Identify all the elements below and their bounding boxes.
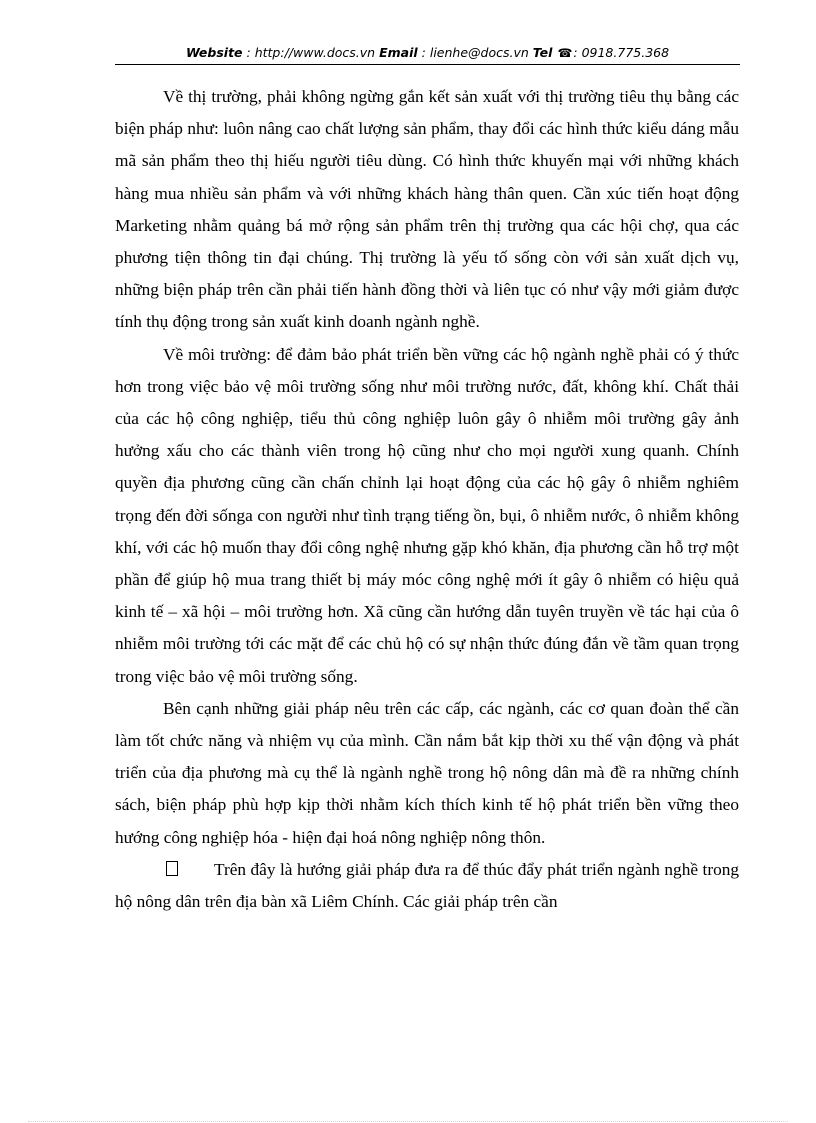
paragraph-summary <box>115 854 739 918</box>
page-bottom-divider <box>28 1121 788 1122</box>
bullet-box-icon <box>166 861 178 876</box>
website-label: Website <box>185 45 243 60</box>
email-label: Email <box>379 45 418 60</box>
paragraph-environment: Về môi trường: để đảm bảo phát triển bền vững các hộ ngành nghề phải có ý thức hơn trong việc bảo vệ môi trường sống như môi trường nước, đất, không khí. Chất thải của các hộ công nghiệp, tiểu thủ công nghiệp luôn gây ô nhiễm môi trường gây ảnh hưởng xấu cho các thành viên trong hộ cũng như cho mọi người xung quanh. Chính quyền địa phương cũng cần chấn chỉnh lại hoạt động của các hộ gây ô nhiễm nghiêm trọng đến đời sốnga con người như tình trạng tiếng ồn, bụi, ô nhiễm nước, ô nhiễm không khí, với các hộ muốn thay đổi công nghệ nhưng gặp khó khăn, địa phương cần hỗ trợ một phần để giúp hộ mua trang thiết bị máy móc công nghệ mới ít gây ô nhiễm có hiệu quả kinh tế – xã hội – môi trường hơn. Xã cũng cần hướng dẫn tuyên truyền về tác hại của ô nhiễm môi trường tới các mặt để các chủ hộ có sự nhận thức đúng đắn về tầm quan trọng trong việc bảo vệ môi trường sống. <box>115 344 739 686</box>
paragraph-market: Về thị trường, phải không ngừng gắn kết sản xuất với thị trường tiêu thụ bằng các biện pháp như: luôn nâng cao chất lượng sản phẩm, thay đổi các hình thức kiểu dáng mẫu mã sản phẩm theo thị hiếu người tiêu dùng. Có hình thức khuyến mại với những khách hàng mua nhiều sản phẩm và với những khách hàng thân quen. Cần xúc tiến hoạt động Marketing nhằm quảng bá mở rộng sản phẩm trên thị trường qua các hội chợ, qua các phương tiện thông tin đại chúng. Thị trường là yếu tố sống còn với sản xuất dịch vụ, những biện pháp trên cần phải tiến hành đồng thời và liên tục có như vậy mới giảm được tính thụ động trong sản xuất kinh doanh ngành nghề. <box>115 87 739 332</box>
summary-text: Trên đây là hướng giải pháp đưa ra để thúc đẩy phát triển ngành nghề trong hộ nông dân trên địa bàn xã Liêm Chính. Các giải pháp trên cần <box>115 859 739 912</box>
website-url: : http://www.docs.vn <box>246 45 376 60</box>
tel-label: Tel <box>532 45 553 60</box>
tel-number: : 0918.775.368 <box>573 45 670 60</box>
page-header <box>115 44 740 65</box>
paragraph-agencies: Bên cạnh những giải pháp nêu trên các cấp, các ngành, các cơ quan đoàn thể cần làm tốt chức năng và nhiệm vụ của mình. Cần nắm bắt kịp thời xu thế vận động và phát triển của địa phương mà cụ thể là ngành nghề trong hộ nông dân mà đề ra những chính sách, biện pháp phù hợp kịp thời nhằm kích thích kinh tế hộ phát triển bền vững theo hướng công nghiệp hóa - hiện đại hoá nông nghiệp nông thôn. <box>115 698 739 847</box>
document-body <box>115 81 739 918</box>
email-address: : lienhe@docs.vn <box>421 45 529 60</box>
telephone-icon: ☎ <box>557 46 573 60</box>
